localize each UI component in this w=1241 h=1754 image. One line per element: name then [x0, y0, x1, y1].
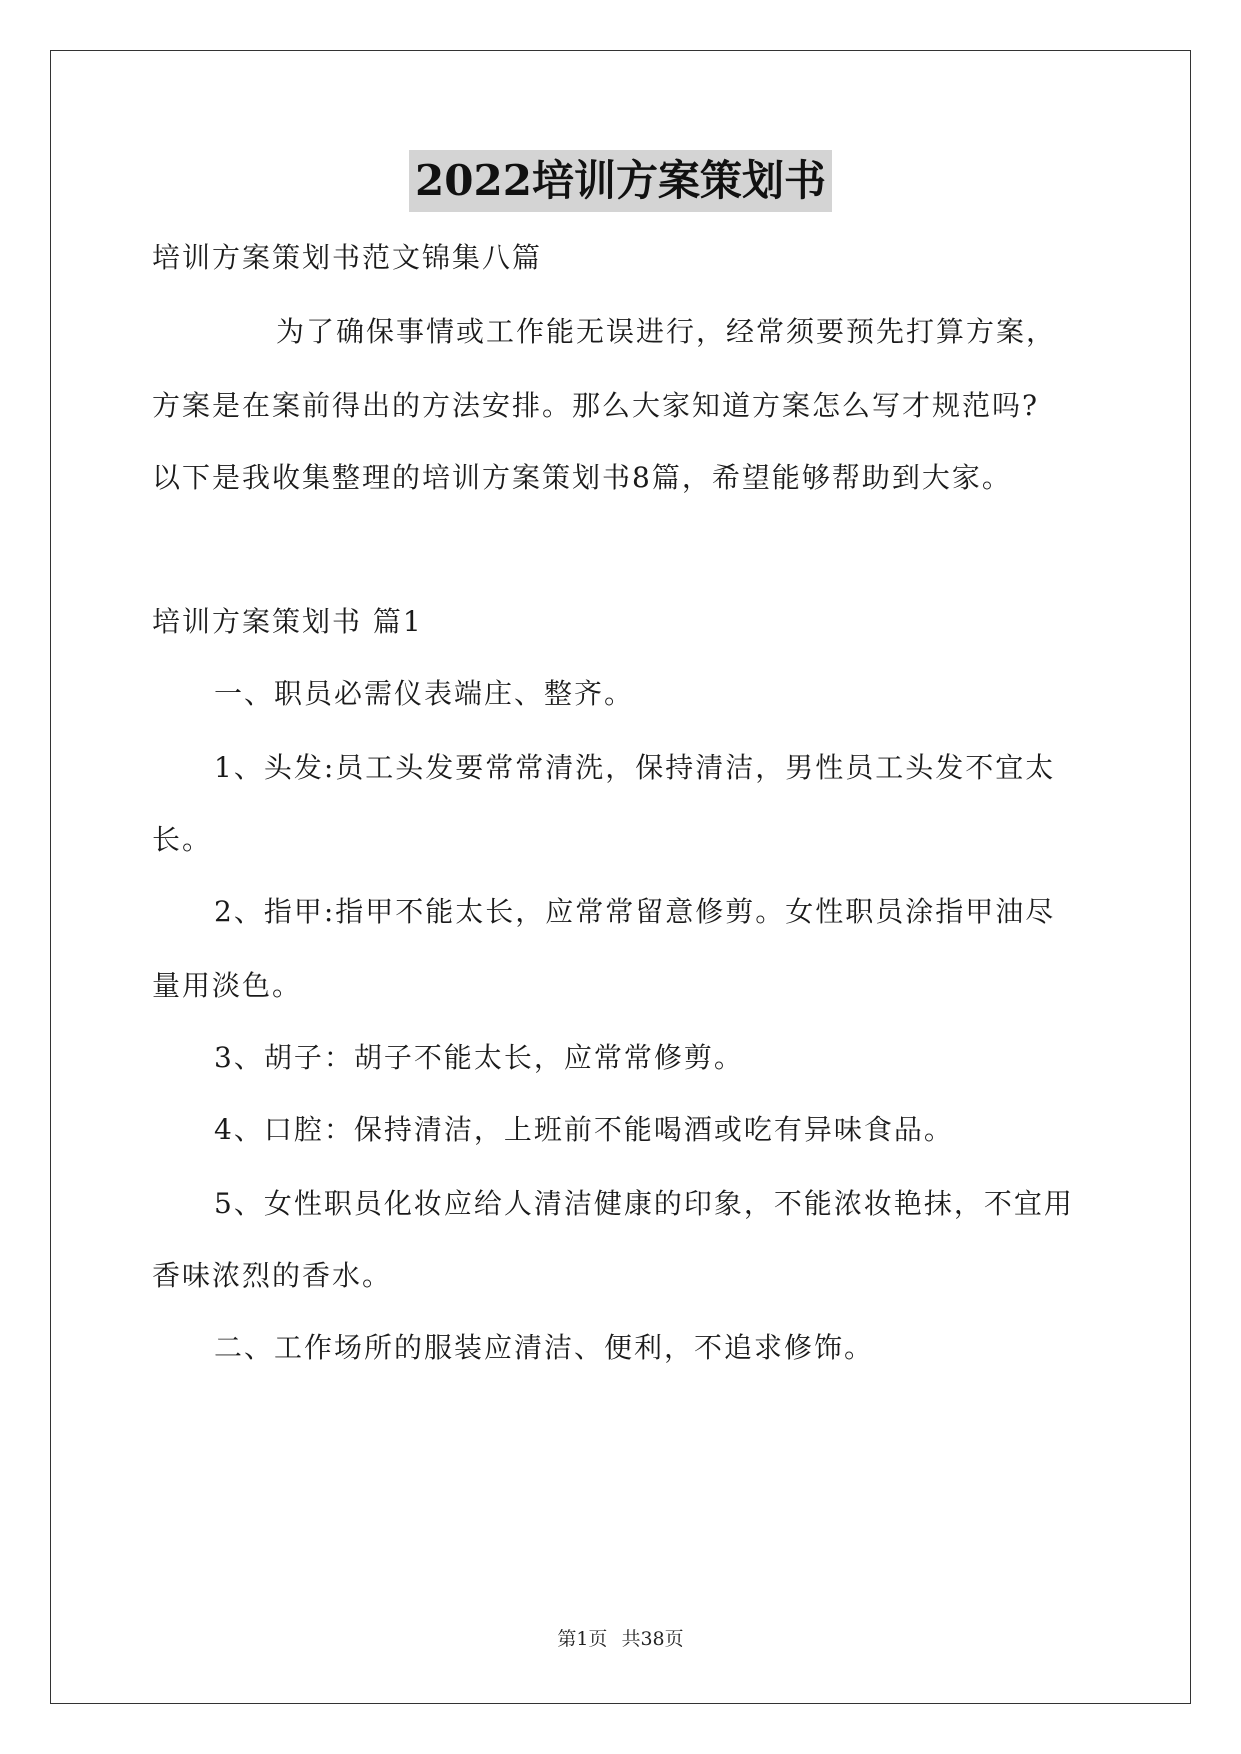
title-container [0, 150, 1241, 212]
intro-line: 为了确保事情或工作能无误进行，经常须要预先打算方案， [276, 315, 1057, 348]
page-footer [0, 1626, 1241, 1652]
intro-line: 方案是在案前得出的方法安排。那么大家知道方案怎么写才规范吗? [152, 389, 1040, 422]
body-line: 4、口腔：保持清洁，上班前不能喝酒或吃有异味食品。 [214, 1113, 954, 1146]
body-line: 香味浓烈的香水。 [152, 1259, 393, 1292]
document-subtitle: 培训方案策划书范文锦集八篇 [152, 241, 543, 274]
body-line: 二、工作场所的服装应清洁、便利，不追求修饰。 [214, 1331, 875, 1364]
page-border [50, 50, 1191, 1704]
body-line: 量用淡色。 [152, 969, 303, 1002]
document-title: 2022培训方案策划书 [409, 150, 832, 212]
body-line: 3、胡子：胡子不能太长，应常常修剪。 [214, 1041, 744, 1074]
body-line: 长。 [152, 823, 213, 856]
body-line: 1、头发:员工头发要常常清洗，保持清洁，男性员工头发不宜太 [214, 751, 1056, 784]
intro-line: 以下是我收集整理的培训方案策划书8篇，希望能够帮助到大家。 [152, 461, 1012, 494]
body-line: 5、女性职员化妆应给人清洁健康的印象，不能浓妆艳抹，不宜用 [214, 1187, 1074, 1220]
page-number: 第1页 [557, 1628, 608, 1650]
body-line: 一、职员必需仪表端庄、整齐。 [214, 677, 635, 710]
page-total: 共38页 [621, 1628, 684, 1650]
section-heading: 培训方案策划书 篇1 [152, 605, 423, 638]
body-line: 2、指甲:指甲不能太长，应常常留意修剪。女性职员涂指甲油尽 [214, 895, 1056, 928]
